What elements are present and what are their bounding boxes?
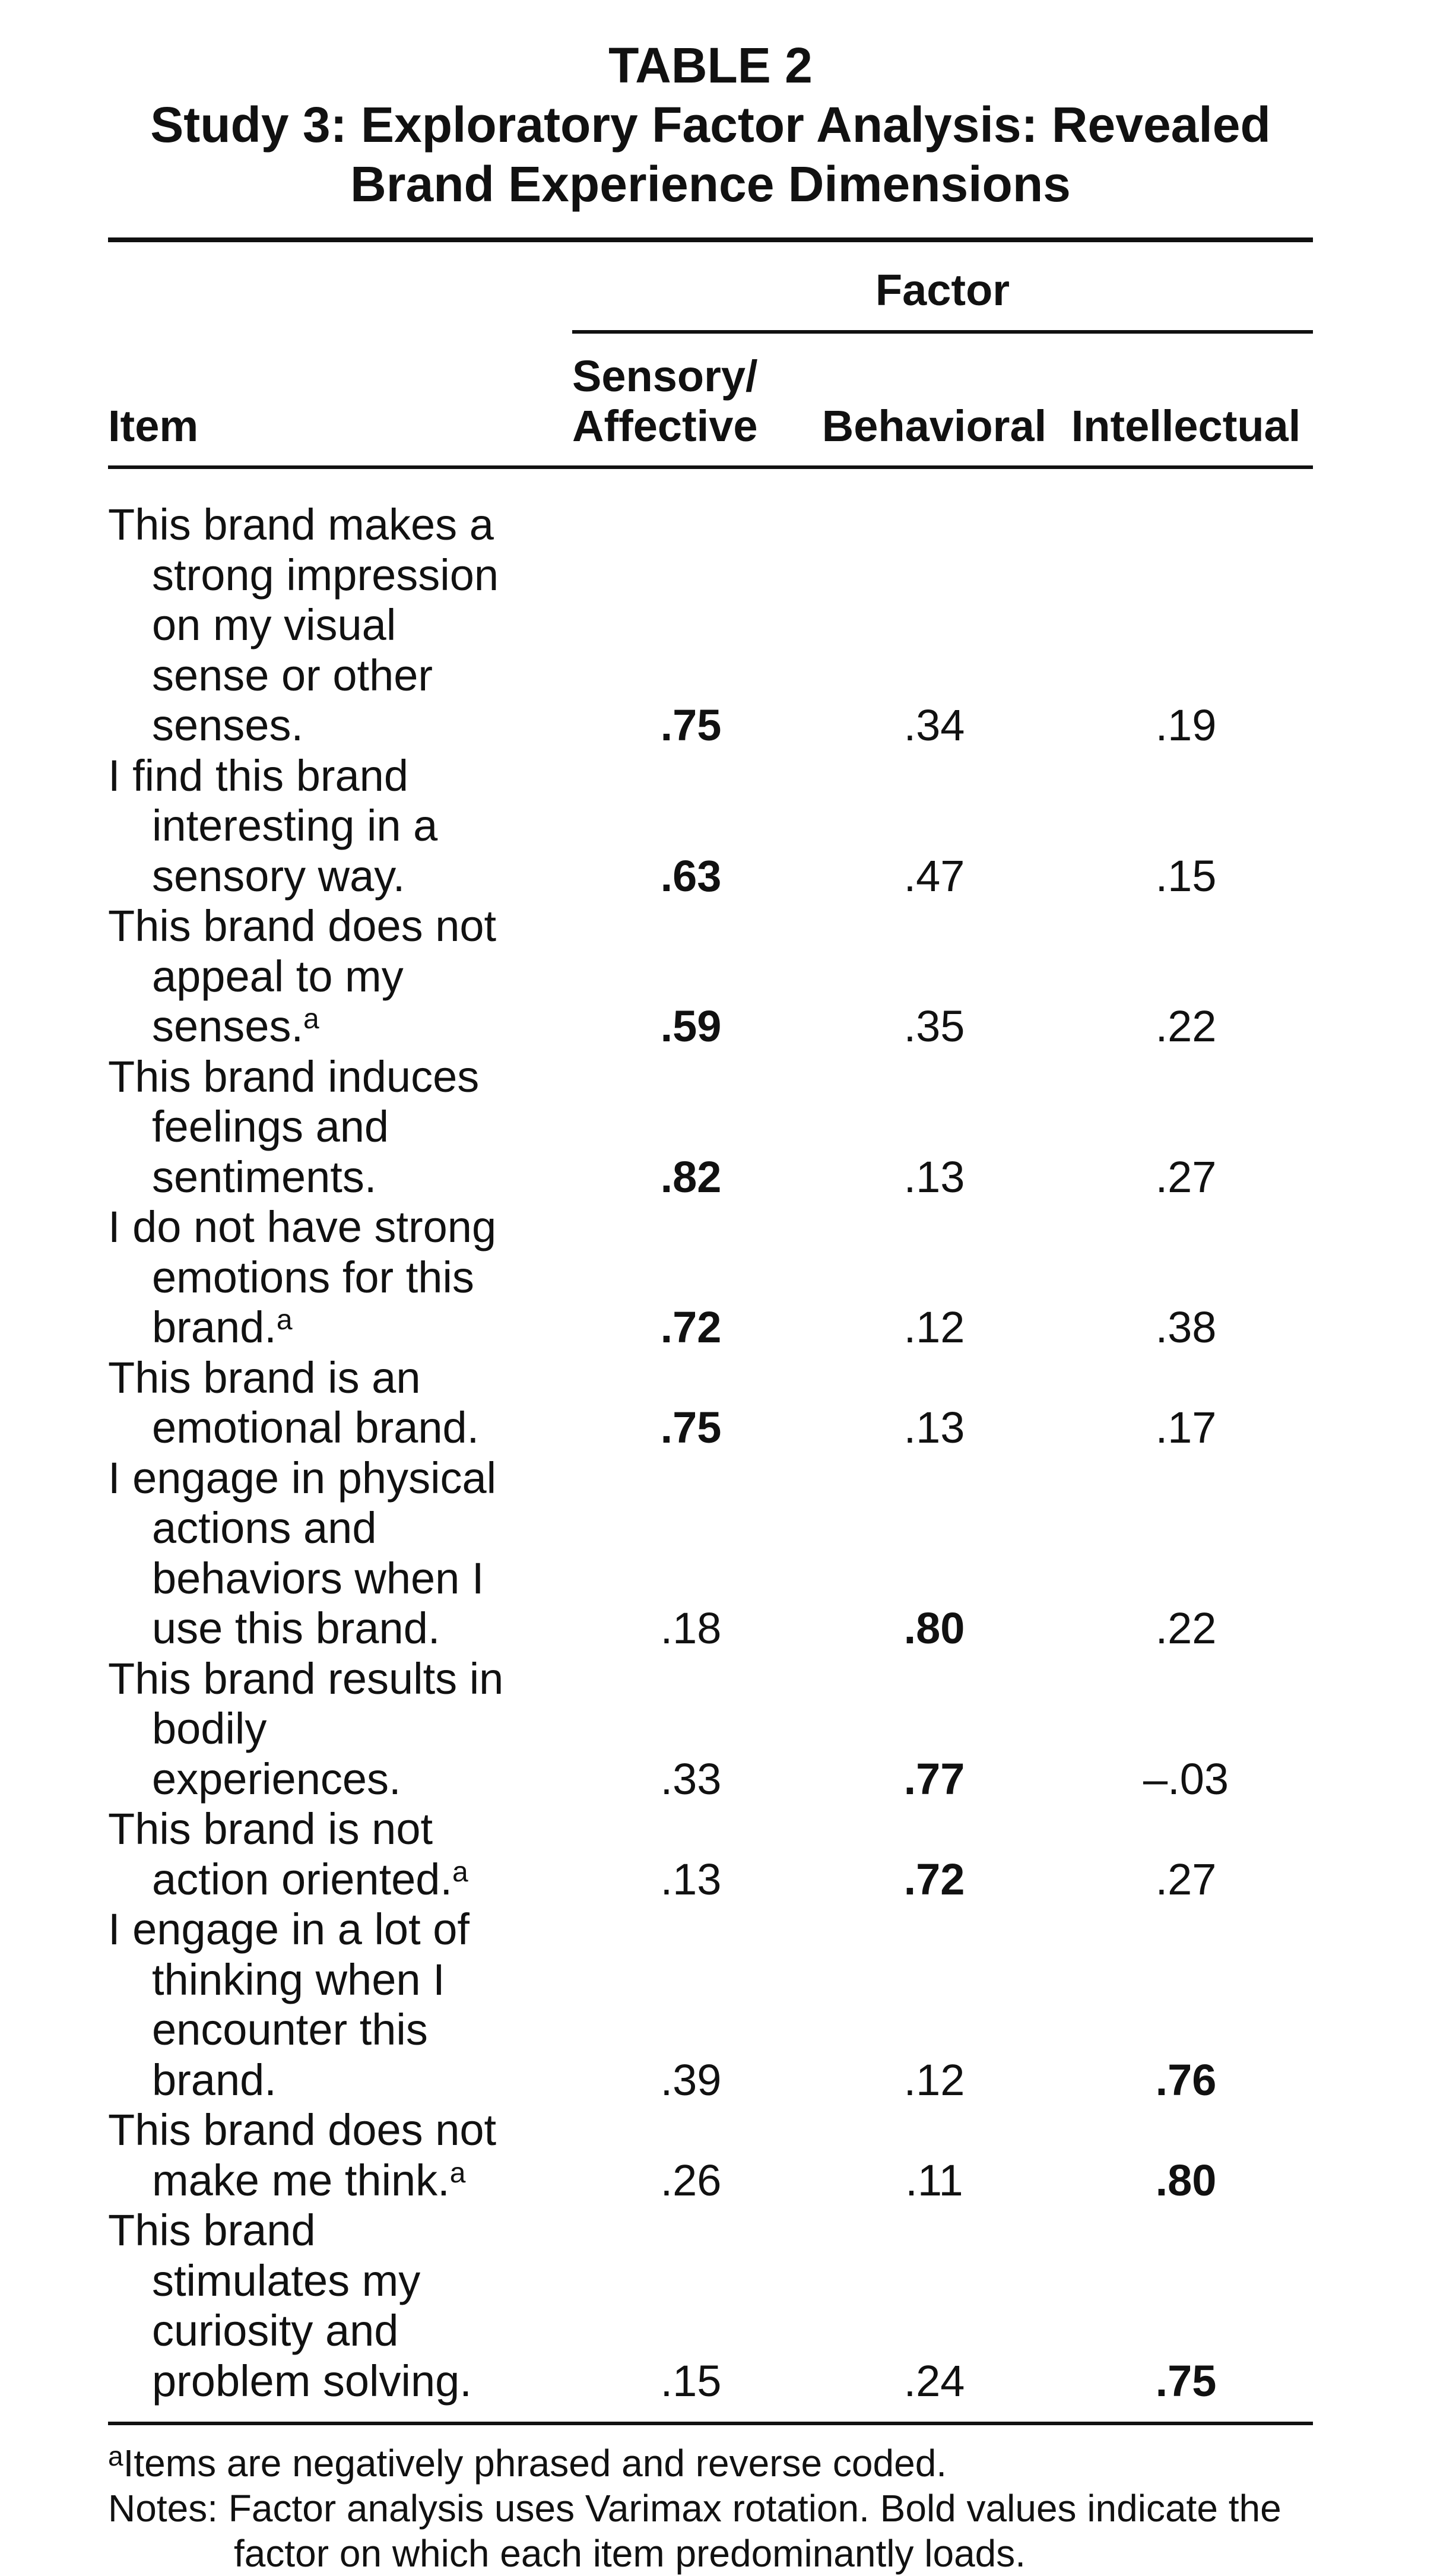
item-text: I find this brand interesting in a sensory way. bbox=[108, 750, 438, 901]
item-text: I engage in physical actions and behaviors when I use this brand. bbox=[108, 1453, 497, 1653]
table-row bbox=[108, 1052, 1313, 1203]
footnote-a-text: Items are negatively phrased and reverse coded. bbox=[123, 2442, 947, 2485]
loading-behavioral: .72 bbox=[903, 1854, 965, 1904]
item-text: I engage in a lot of thinking when I encounter this brand. bbox=[108, 1905, 470, 2105]
loading-sensory-affective: .33 bbox=[660, 1754, 722, 1804]
reverse-coded-marker: a bbox=[276, 1304, 293, 1336]
table-row bbox=[108, 1654, 1313, 1805]
table-row bbox=[108, 500, 1313, 751]
column-header-behavioral: Behavioral bbox=[821, 401, 1047, 451]
table-row bbox=[108, 2105, 1313, 2206]
table-row bbox=[108, 2206, 1313, 2406]
table-row bbox=[108, 1453, 1313, 1654]
loading-sensory-affective: .26 bbox=[660, 2155, 722, 2205]
loading-behavioral: .24 bbox=[903, 2356, 965, 2406]
loading-behavioral: .13 bbox=[903, 1403, 965, 1452]
factor-header: Factor bbox=[572, 264, 1313, 334]
loading-sensory-affective: .13 bbox=[660, 1854, 722, 1904]
loading-behavioral: .80 bbox=[903, 1604, 965, 1653]
loading-intellectual: .80 bbox=[1155, 2155, 1217, 2205]
column-header-sensory-affective: Sensory/ Affective bbox=[572, 351, 758, 451]
item-column-header: Item bbox=[108, 401, 199, 451]
item-text: I do not have strong emotions for this brand.$^a$ bbox=[108, 1202, 497, 1352]
table-row bbox=[108, 1202, 1313, 1353]
item-text: This brand does not make me think.$^a$ bbox=[108, 2105, 497, 2205]
loading-behavioral: .77 bbox=[903, 1754, 965, 1804]
table-title-line-2: Brand Experience Dimensions bbox=[350, 156, 1071, 212]
loading-intellectual: –.03 bbox=[1143, 1754, 1229, 1804]
column-header-intellectual: Intellectual bbox=[1071, 401, 1301, 451]
table-title-line-1: Study 3: Exploratory Factor Analysis: Revealed bbox=[150, 97, 1271, 153]
item-text: This brand makes a strong impression on my visual sense or other senses. bbox=[108, 500, 499, 750]
loading-sensory-affective: .18 bbox=[660, 1604, 722, 1653]
loading-sensory-affective: .75 bbox=[660, 701, 722, 750]
loading-intellectual: .75 bbox=[1155, 2356, 1217, 2406]
item-text: This brand does not appeal to my senses.$^a$ bbox=[108, 901, 497, 1051]
loading-sensory-affective: .15 bbox=[660, 2356, 722, 2406]
loading-sensory-affective: .63 bbox=[660, 851, 722, 901]
table-caption bbox=[108, 36, 1313, 214]
loading-sensory-affective: .39 bbox=[660, 2055, 722, 2105]
table-body bbox=[108, 469, 1313, 2422]
loading-behavioral: .47 bbox=[903, 851, 965, 901]
loading-behavioral: .11 bbox=[905, 2155, 963, 2205]
footnote-marker: a bbox=[108, 2441, 123, 2472]
loading-intellectual: .22 bbox=[1155, 1002, 1217, 1051]
loading-intellectual: .15 bbox=[1155, 851, 1217, 901]
item-text: This brand is not action oriented.$^a$ bbox=[108, 1804, 468, 1904]
loading-intellectual: .22 bbox=[1155, 1604, 1217, 1653]
reverse-coded-marker: a bbox=[452, 1856, 468, 1888]
loading-sensory-affective: .72 bbox=[660, 1303, 722, 1352]
item-text: This brand stimulates my curiosity and problem solving. bbox=[108, 2206, 472, 2406]
loading-intellectual: .27 bbox=[1155, 1854, 1217, 1904]
loading-sensory-affective: .59 bbox=[660, 1002, 722, 1051]
table-row bbox=[108, 1353, 1313, 1453]
loading-behavioral: .35 bbox=[903, 1002, 965, 1051]
table-row bbox=[108, 1804, 1313, 1905]
table-row bbox=[108, 751, 1313, 902]
table-label: TABLE 2 bbox=[608, 37, 813, 93]
table-figure bbox=[108, 36, 1313, 2576]
bottom-rule bbox=[108, 2422, 1313, 2425]
loading-behavioral: .13 bbox=[903, 1152, 965, 1202]
top-rule bbox=[108, 237, 1313, 242]
loading-intellectual: .38 bbox=[1155, 1303, 1217, 1352]
reverse-coded-marker: a bbox=[303, 1003, 319, 1035]
reverse-coded-marker: a bbox=[449, 2157, 466, 2189]
item-text: This brand induces feelings and sentiments. bbox=[108, 1051, 480, 1202]
loading-intellectual: .17 bbox=[1155, 1403, 1217, 1452]
table-row bbox=[108, 1905, 1313, 2105]
loading-behavioral: .12 bbox=[903, 1303, 965, 1352]
loading-intellectual: .76 bbox=[1155, 2055, 1217, 2105]
item-text: This brand is an emotional brand. bbox=[108, 1352, 480, 1452]
loading-intellectual: .27 bbox=[1155, 1152, 1217, 1202]
loading-intellectual: .19 bbox=[1155, 701, 1217, 750]
loading-behavioral: .12 bbox=[903, 2055, 965, 2105]
factor-header-row bbox=[108, 242, 1313, 334]
loading-sensory-affective: .82 bbox=[660, 1152, 722, 1202]
loading-behavioral: .34 bbox=[903, 701, 965, 750]
footnote-a bbox=[108, 2441, 1313, 2486]
table-row bbox=[108, 901, 1313, 1052]
item-text: This brand results in bodily experiences. bbox=[108, 1653, 504, 1804]
table-footnotes bbox=[108, 2441, 1313, 2576]
column-header-row bbox=[108, 334, 1313, 465]
loading-sensory-affective: .75 bbox=[660, 1403, 722, 1452]
table-notes: Notes: Factor analysis uses Varimax rotation. Bold values indicate the factor on which each item predominantly loads. bbox=[108, 2487, 1281, 2575]
